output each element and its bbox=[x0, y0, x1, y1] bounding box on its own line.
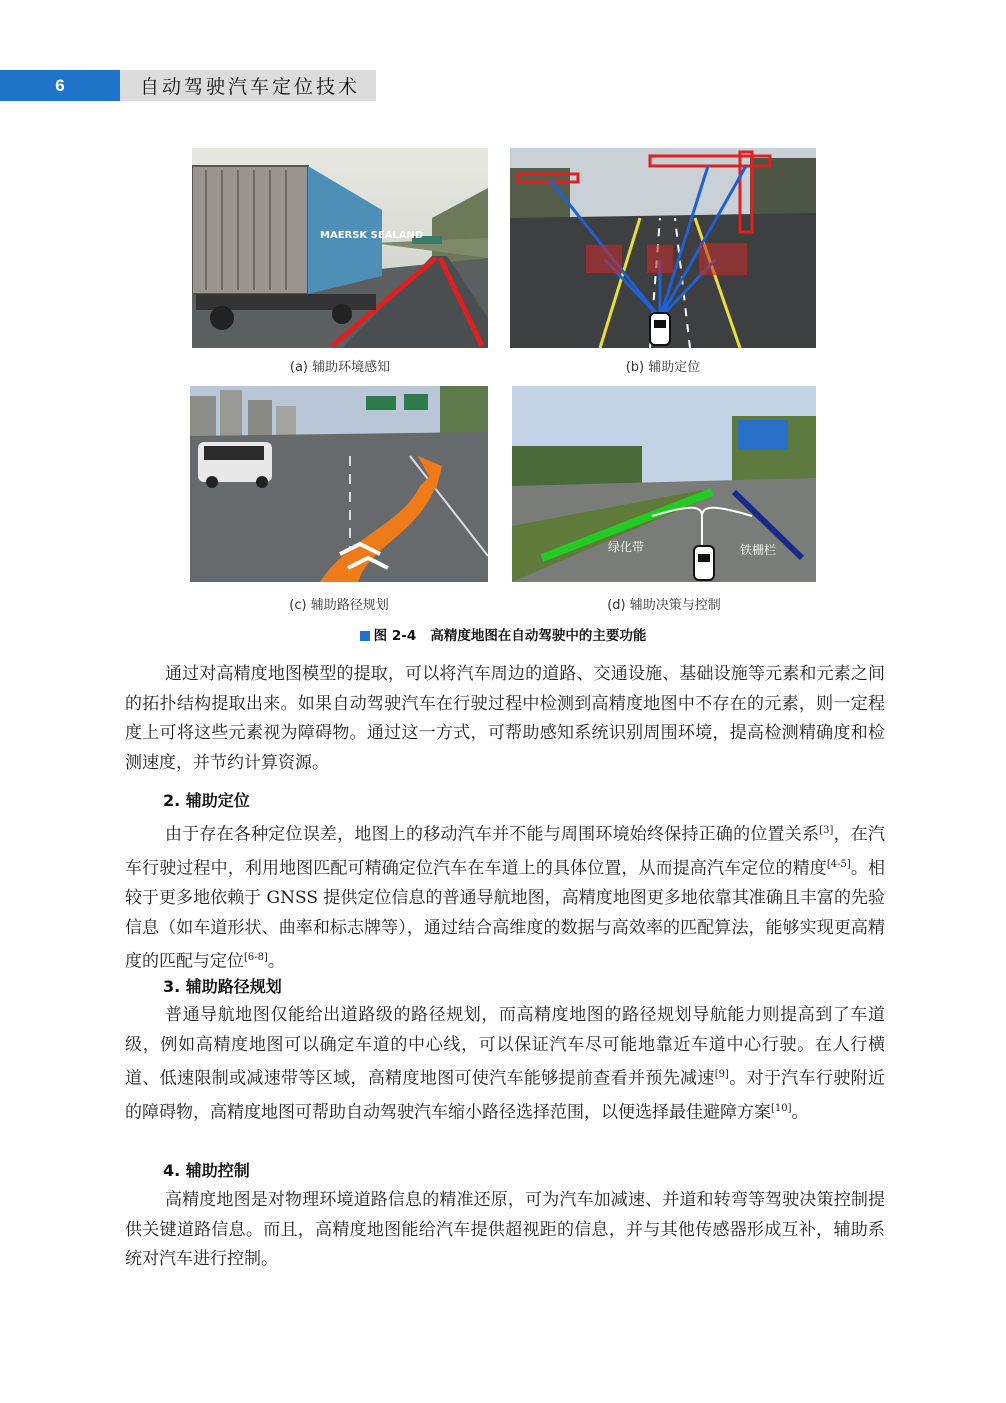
figure-d-caption: (d) 辅助决策与控制 bbox=[607, 598, 721, 613]
page-number: 6 bbox=[0, 70, 120, 101]
figure-c-assisted-path-planning bbox=[190, 386, 488, 582]
figure-c-caption: (c) 辅助路径规划 bbox=[289, 598, 389, 613]
figure-a-image bbox=[192, 148, 488, 348]
figure-d-assisted-decision-control bbox=[512, 386, 816, 582]
paragraph-1: 通过对高精度地图模型的提取，可以将汽车周边的道路、交通设施、基础设施等元素和元素之间的拓扑结构提取出来。如果自动驾驶汽车在行驶过程中检测到高精度地图中不存在的元素，则一定程度上可将这些元素视为障碍物。通过这一方式，可帮助感知系统识别周围环境，提高检测精确度和检测速度，并节约计算资源。 bbox=[125, 664, 885, 773]
figure-d-image bbox=[512, 386, 816, 582]
paragraph-3: 普通导航地图仅能给出道路级的路径规划，而高精度地图的路径规划导航能力则提高到了车道级，例如高精度地图可以确定车道的中心线，可以保证汽车尽可能地靠近车道中心行驶。在人行横道、低速限制或减速带等区域，高精度地图可使汽车能够提前查看并预先减速[9]。对于汽车行驶附近的障碍物，高精度地图可帮助自动驾驶汽车缩小路径选择范围，以便选择最佳避障方案[10]。 bbox=[125, 1005, 886, 1123]
figure-a-environment-perception bbox=[192, 148, 488, 348]
figure-b-assisted-localization bbox=[510, 148, 816, 348]
figure-title bbox=[0, 624, 1006, 644]
paragraph-4: 高精度地图是对物理环境道路信息的精准还原，可为汽车加减速、并道和转弯等驾驶决策控制提供关键道路信息。而且，高精度地图能给汽车提供超视距的信息，并与其他传感器形成互补，辅助系统对汽车进行控制。 bbox=[125, 1190, 885, 1269]
book-title: 自动驾驶汽车定位技术 bbox=[120, 70, 376, 101]
label-iron-fence: 铁栅栏 bbox=[740, 543, 777, 557]
heading-assisted-control: 4. 辅助控制 bbox=[163, 1161, 250, 1180]
figure-b-image bbox=[510, 148, 816, 348]
figure-title-text: 高精度地图在自动驾驶中的主要功能 bbox=[430, 628, 647, 644]
page-header bbox=[0, 70, 376, 101]
figure-label: 图 2-4 bbox=[373, 628, 417, 644]
figure-c-image bbox=[190, 386, 488, 582]
paragraph-2: 由于存在各种定位误差，地图上的移动汽车并不能与周围环境始终保持正确的位置关系[3]，在汽车行驶过程中，利用地图匹配可精确定位汽车在车道上的具体位置，从而提高汽车定位的精度[4-5]。相较于更多地依赖于 GNSS 提供定位信息的普通导航地图，高精度地图更多地依靠其准确且丰富的先验信息（如车道形状、曲率和标志牌等），通过结合高维度的数据与高效率的匹配算法，能够实现更高精度的匹配与定位[6-8]。 bbox=[125, 824, 886, 972]
heading-assisted-localization: 2. 辅助定位 bbox=[163, 791, 250, 810]
label-green-belt: 绿化带 bbox=[608, 540, 645, 554]
figure-a-caption: (a) 辅助环境感知 bbox=[289, 360, 391, 375]
figure-square-icon bbox=[360, 631, 370, 641]
heading-assisted-path-planning: 3. 辅助路径规划 bbox=[163, 977, 282, 996]
truck-text: MAERSK SEALAND bbox=[320, 230, 424, 241]
figure-b-caption: (b) 辅助定位 bbox=[625, 360, 701, 375]
